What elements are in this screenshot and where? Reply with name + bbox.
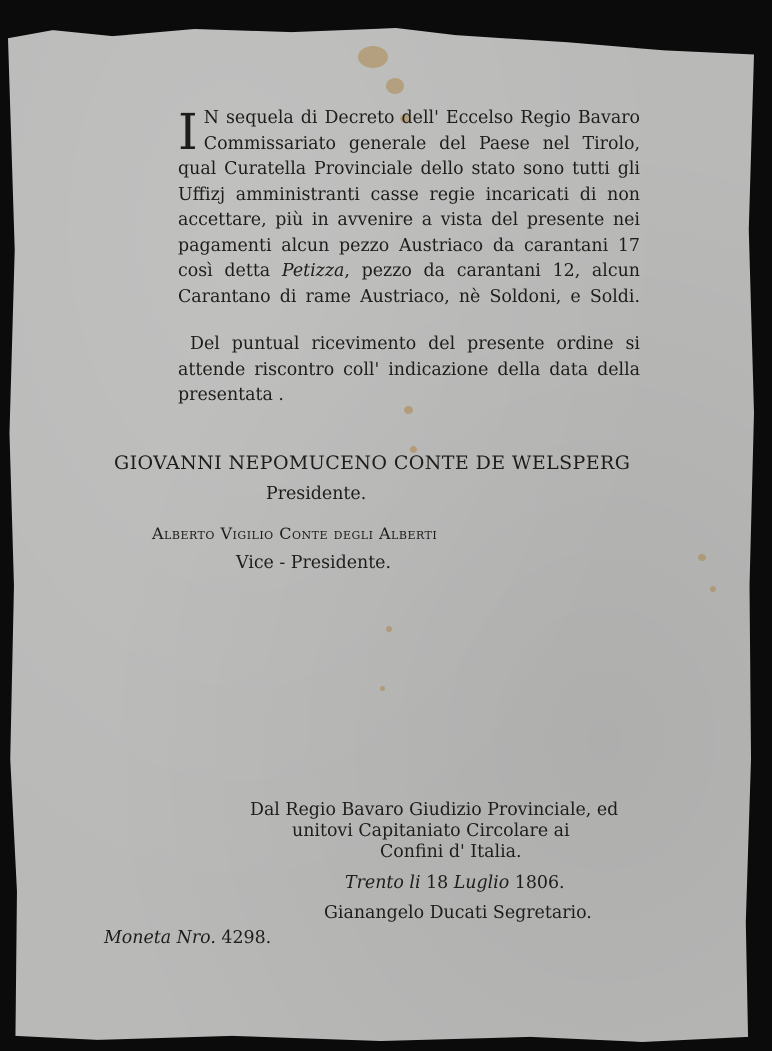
secretary: Gianangelo Ducati Segretario. (324, 903, 592, 923)
issuer-line-2: unitovi Capitaniato Circolare ai (292, 821, 570, 841)
date-month: Luglio (453, 873, 510, 893)
notice-second-text: Del puntual ricevimento del presente ordine si attende riscontro coll' indicazione della data della presentata . (178, 334, 640, 405)
president-name: GIOVANNI NEPOMUCENO CONTE DE WELSPERG (114, 452, 631, 474)
notice-paragraph (178, 103, 641, 310)
date-li: li (409, 873, 421, 893)
issuer-line-1: Dal Regio Bavaro Giudizio Provinciale, ed (250, 800, 619, 820)
drop-cap: I (178, 103, 198, 161)
president-title: Presidente. (266, 484, 367, 504)
stain-6 (386, 626, 392, 632)
stain-1 (358, 46, 388, 68)
issuer-line-3: Confini d' Italia. (380, 842, 522, 862)
stain-8 (698, 554, 706, 561)
notice-text: N sequela di Decreto dell' Eccelso Regio Bavaro Commissariato generale del Paese nel Tirolo, qual Curatella Provinciale dello stato sono tutti gli Uffizj amministranti casse regie incaricati di non accettare, più in avvenire a vista del presente nei pagamenti alcun pezzo Austriaco da carantani 17 così detta (178, 108, 640, 281)
date-year: 1806. (514, 873, 565, 893)
notice-text-end: , pezzo da carantani 12, alcun Carantano di rame Austriaco, nè Soldoni, e Soldi. (178, 261, 641, 307)
date-day: 18 (426, 873, 449, 893)
date-line (345, 873, 565, 893)
reference-value: 4298. (221, 928, 272, 948)
stain-2 (386, 78, 404, 94)
notice-second-paragraph (178, 332, 640, 409)
reference-label: Moneta Nro. (104, 928, 216, 948)
stain-7 (380, 686, 385, 691)
stain-9 (710, 586, 716, 592)
date-place: Trento (345, 873, 404, 893)
vice-president-name: Alberto Vigilio Conte degli Alberti (152, 524, 438, 543)
notice-italic-word: Petizza (281, 261, 345, 281)
vice-president-title: Vice - Presidente. (236, 553, 392, 573)
reference-number (104, 928, 271, 948)
